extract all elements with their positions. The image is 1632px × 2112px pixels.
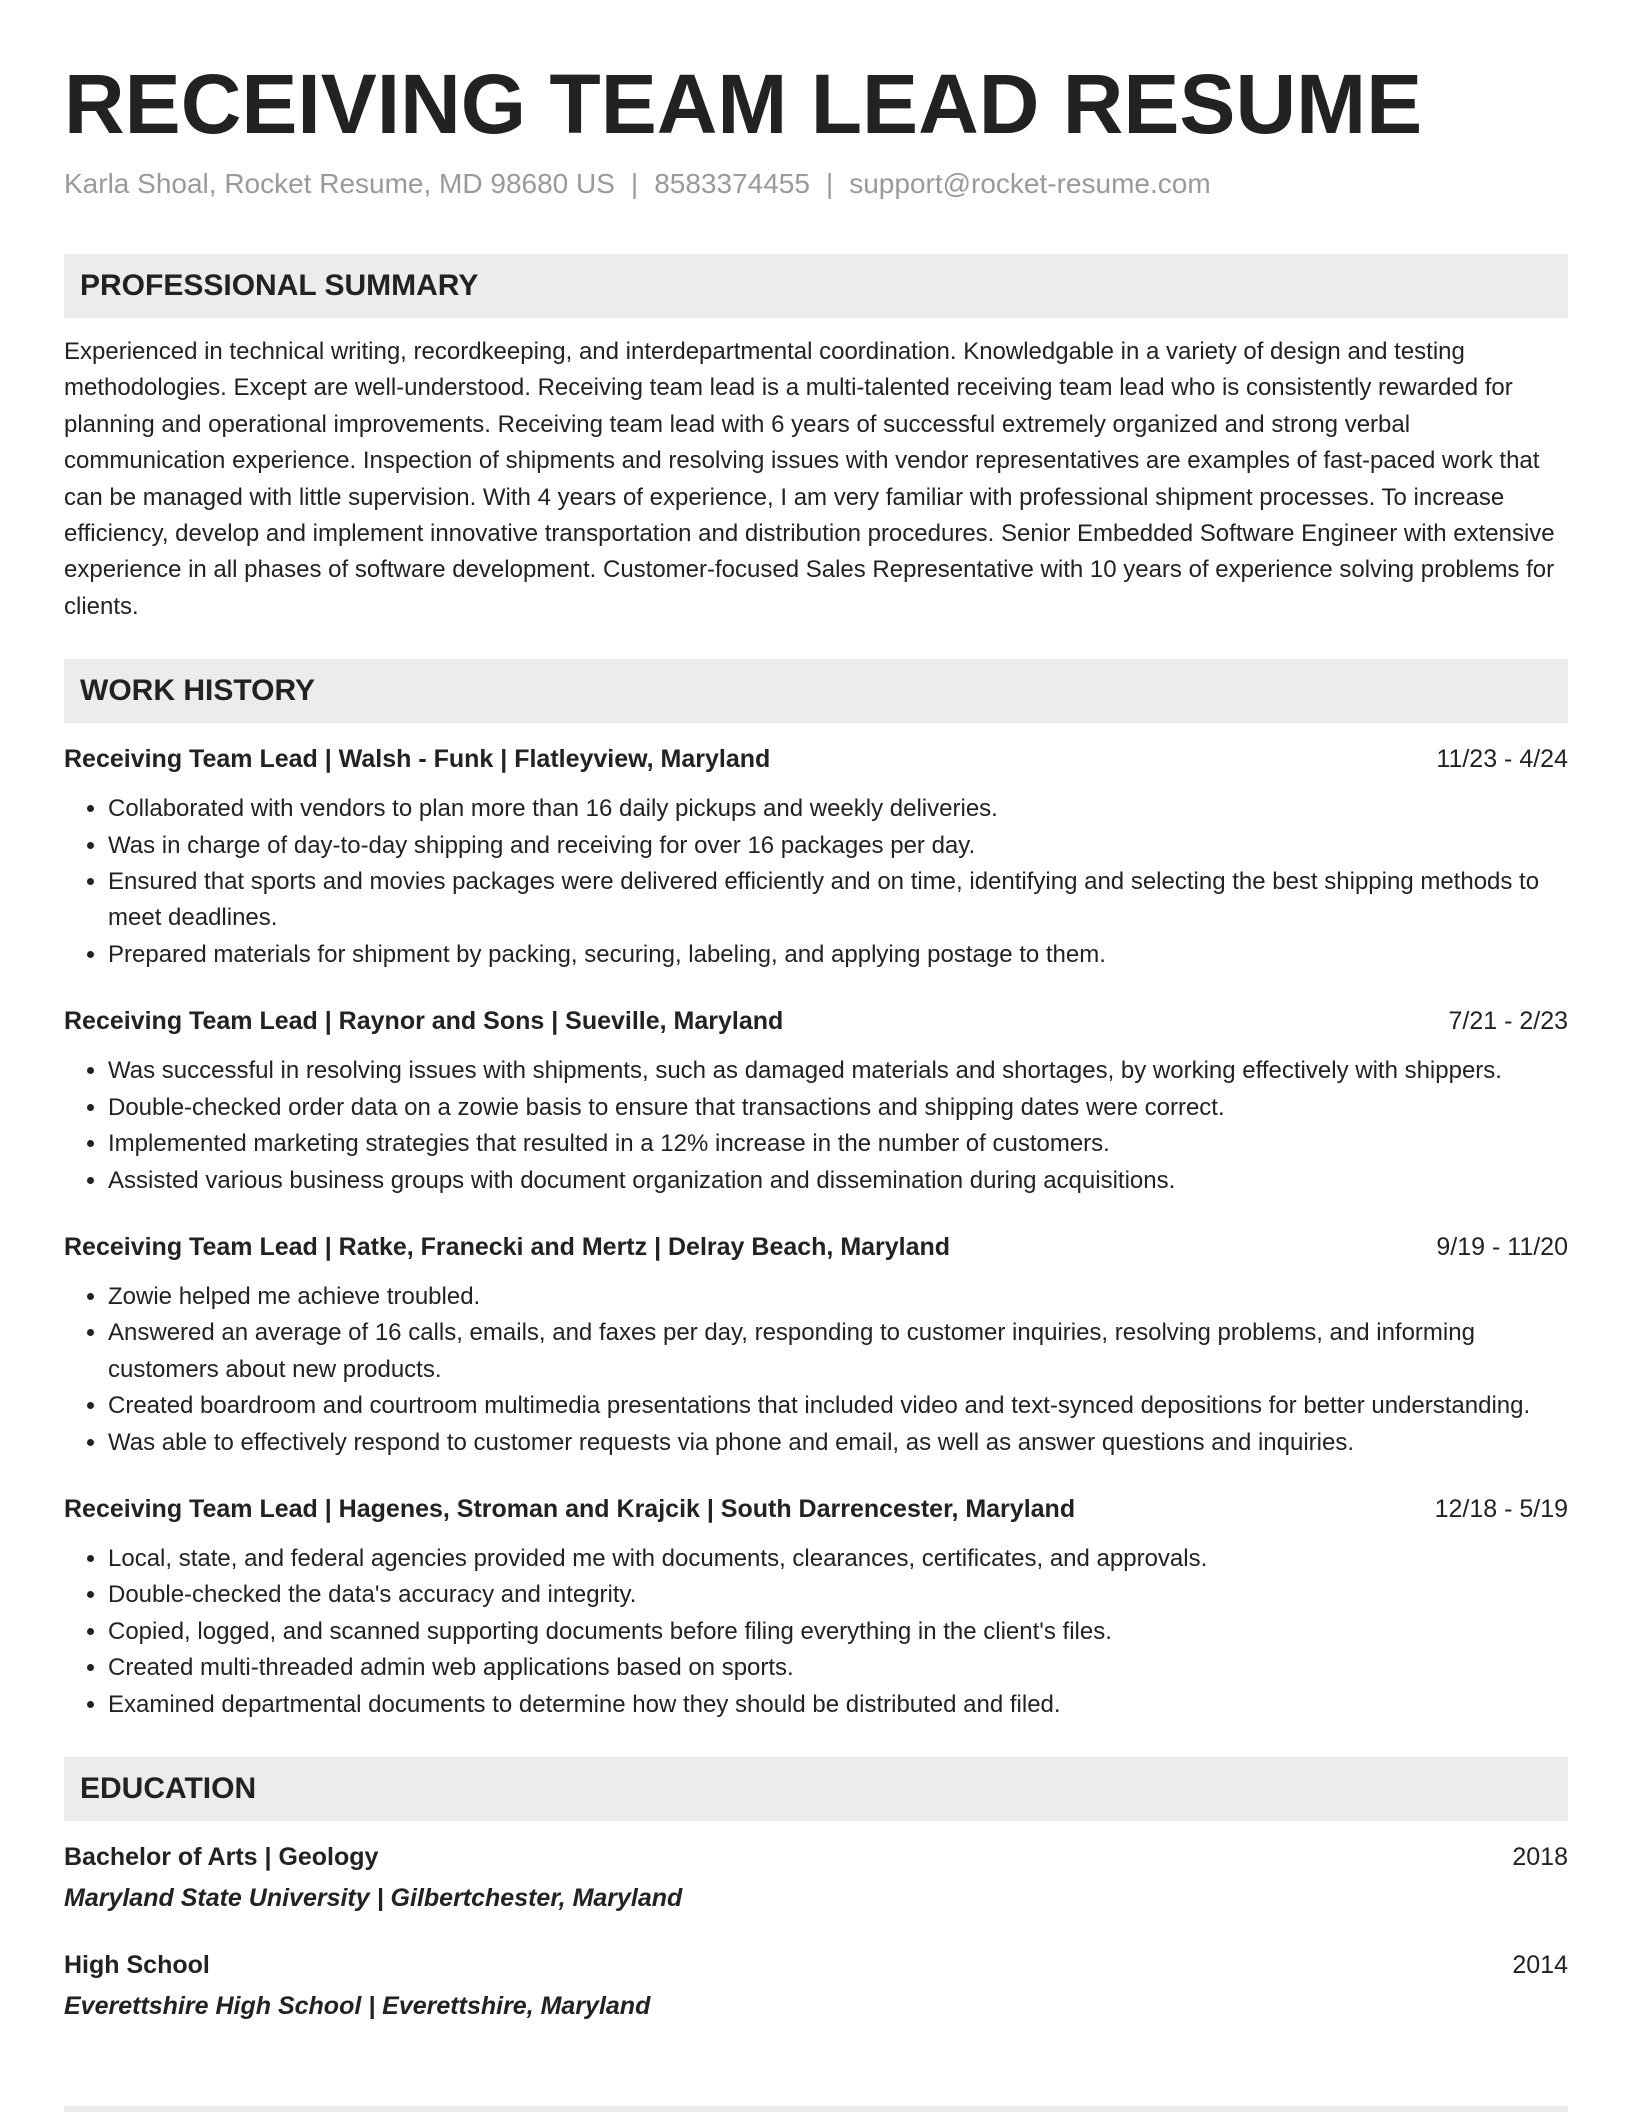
education-school: Maryland State University | Gilbertchester, Maryland (64, 1883, 683, 1912)
education-header (64, 1839, 1568, 1875)
job-dates: 9/19 - 11/20 (1436, 1232, 1568, 1261)
education-school: Everettshire High School | Everettshire, Maryland (64, 1991, 651, 2020)
job-bullet: • Local, state, and federal agencies provided me with documents, clearances, certificates, and approvals. (108, 1541, 1568, 1577)
job-bullet: • Copied, logged, and scanned supporting documents before filing everything in the client's files. (108, 1614, 1568, 1650)
contact-separator: | (825, 168, 834, 199)
education-year: 2014 (1512, 1950, 1568, 1979)
job-bullet: • Was in charge of day-to-day shipping and receiving for over 16 packages per day. (108, 828, 1568, 864)
job-bullet: • Created boardroom and courtroom multimedia presentations that included video and text-synced depositions for better understanding. (108, 1388, 1568, 1424)
job-bullets (64, 1053, 1568, 1199)
education-degree: Bachelor of Arts | Geology (64, 1842, 379, 1871)
education-header (64, 1947, 1568, 1983)
job-bullet: • Assisted various business groups with document organization and dissemination during acquisitions. (108, 1163, 1568, 1199)
job-bullet: • Double-checked the data's accuracy and integrity. (108, 1577, 1568, 1613)
job-bullets (64, 1279, 1568, 1461)
contact-line (64, 166, 1568, 202)
job-bullet: • Double-checked order data on a zowie basis to ensure that transactions and shipping dates were correct. (108, 1090, 1568, 1126)
job-bullets (64, 791, 1568, 973)
job-bullet: • Answered an average of 16 calls, emails, and faxes per day, responding to customer inquiries, resolving problems, and informing customers about new products. (108, 1315, 1568, 1388)
resume-page (64, 0, 1568, 2025)
job-header (64, 1229, 1568, 1265)
contact-separator: | (630, 168, 639, 199)
job-bullet: • Implemented marketing strategies that resulted in a 12% increase in the number of customers. (108, 1126, 1568, 1162)
job-bullet: • Was successful in resolving issues with shipments, such as damaged materials and shortages, by working effectively with shippers. (108, 1053, 1568, 1089)
job-bullets (64, 1541, 1568, 1723)
section-heading-education: EDUCATION (64, 1757, 1568, 1821)
job-bullet: • Prepared materials for shipment by packing, securing, labeling, and applying postage to them. (108, 937, 1568, 973)
job-bullet: • Was able to effectively respond to customer requests via phone and email, as well as answer questions and inquiries. (108, 1425, 1568, 1461)
contact-address: Karla Shoal, Rocket Resume, MD 98680 US (64, 168, 615, 199)
job-header (64, 1491, 1568, 1527)
job-title: Receiving Team Lead | Hagenes, Stroman and Krajcik | South Darrencester, Maryland (64, 1494, 1076, 1523)
job-bullet: • Zowie helped me achieve troubled. (108, 1279, 1568, 1315)
section-heading-summary: PROFESSIONAL SUMMARY (64, 254, 1568, 318)
job-bullet: • Ensured that sports and movies packages were delivered efficiently and on time, identifying and selecting the best shipping methods to meet deadlines. (108, 864, 1568, 937)
job-header (64, 741, 1568, 777)
summary-text: Experienced in technical writing, recordkeeping, and interdepartmental coordination. Knowledgable in a variety of design and testing methodologies. Except are well-understood. Receiving team lead is a multi-talented receiving team lead who is consistently rewarded for planning and operational improvements. Receiving team lead with 6 years of successful extremely organized and strong verbal communication experience. Inspection of shipments and resolving issues with vendor representatives are examples of fast-paced work that can be managed with little supervision. With 4 years of experience, I am very familiar with professional shipment processes. To increase efficiency, develop and implement innovative transportation and distribution procedures. Senior Embedded Software Engineer with extensive experience in all phases of software development. Customer-focused Sales Representative with 10 years of experience solving problems for clients. (64, 338, 1555, 620)
bottom-section-bar (64, 2106, 1568, 2112)
contact-phone: 8583374455 (654, 168, 810, 199)
section-heading-work-history: WORK HISTORY (64, 659, 1568, 723)
education-entry (64, 1839, 1568, 1917)
job-bullet: • Examined departmental documents to determine how they should be distributed and filed. (108, 1687, 1568, 1723)
job-bullet: • Collaborated with vendors to plan more than 16 daily pickups and weekly deliveries. (108, 791, 1568, 827)
education-year: 2018 (1512, 1842, 1568, 1871)
education-degree: High School (64, 1950, 210, 1979)
contact-email: support@rocket-resume.com (849, 168, 1211, 199)
job-entry (64, 1491, 1568, 1723)
job-dates: 11/23 - 4/24 (1436, 745, 1568, 774)
education-entry (64, 1947, 1568, 2025)
job-dates: 12/18 - 5/19 (1434, 1494, 1568, 1523)
job-bullet: • Created multi-threaded admin web applications based on sports. (108, 1650, 1568, 1686)
job-header (64, 1003, 1568, 1039)
job-title: Receiving Team Lead | Raynor and Sons | Sueville, Maryland (64, 1007, 784, 1036)
job-dates: 7/21 - 2/23 (1448, 1007, 1568, 1036)
job-entry (64, 741, 1568, 973)
job-entry (64, 1003, 1568, 1199)
job-entry (64, 1229, 1568, 1461)
job-title: Receiving Team Lead | Walsh - Funk | Flatleyview, Maryland (64, 745, 771, 774)
resume-title: RECEIVING TEAM LEAD RESUME (64, 57, 1423, 151)
job-title: Receiving Team Lead | Ratke, Franecki and Mertz | Delray Beach, Maryland (64, 1232, 951, 1261)
